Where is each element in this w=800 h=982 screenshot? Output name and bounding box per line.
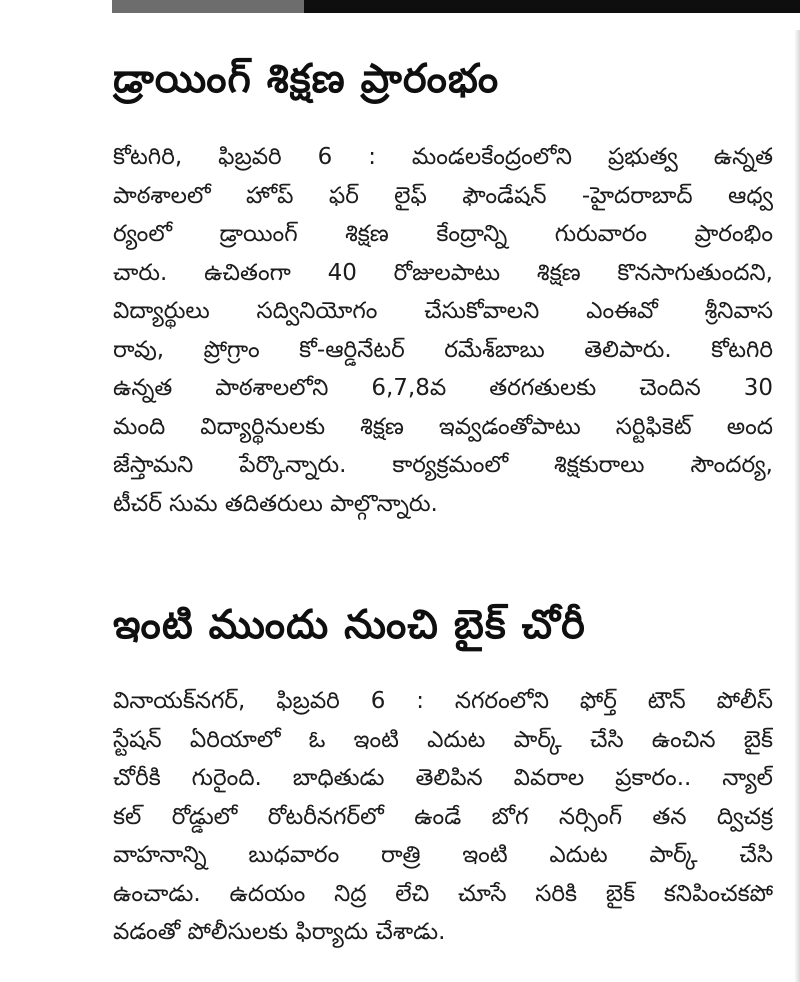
- news-column: [113, 14, 773, 982]
- article1-body: [113, 138, 773, 523]
- article1-line: ఉన్నత పాఠశాలలోని 6,7,8వ తరగతులకు చెందిన 30: [113, 375, 773, 401]
- page-edge-shadow: [794, 30, 800, 982]
- article2-headline: ఇంటి ముందు నుంచి బైక్ చోరీ: [113, 602, 586, 648]
- article1-line: జేస్తామని పేర్కొన్నారు. కార్యక్రమంలో శిక్షకురాలు సౌందర్య,: [113, 452, 773, 478]
- article1-line: మంది విద్యార్థినులకు శిక్షణ ఇవ్వడంతోపాటు సర్టిఫికెట్ అంద: [113, 413, 773, 440]
- article1-line: రావు, ప్రోగ్రాం కో-ఆర్డినేటర్ రమేశ్‌బాబు తెలిపారు. కోటగిరి: [113, 336, 773, 363]
- article1-line: టీచర్ సుమ తదితరులు పాల్గొన్నారు.: [113, 490, 438, 517]
- article2-line: ఉంచాడు. ఉదయం నిద్ర లేచి చూసే సరికి బైక్ కనిపించకపో: [113, 880, 773, 907]
- article1-headline: డ్రాయింగ్ శిక్షణ ప్రారంభం: [113, 56, 500, 102]
- top-rule-grey: [112, 0, 304, 13]
- article2-line: చోరీకి గురైంది. బాధితుడు తెలిపిన వివరాల ప్రకారం.. న్యాల్: [113, 765, 773, 791]
- page-left-margin: [0, 0, 100, 982]
- article1-line: కోటగిరి, ఫిబ్రవరి 6 : మండలకేంద్రంలోని ప్రభుత్వ ఉన్నత: [113, 144, 773, 170]
- article2-line: వినాయక్‌నగర్, ఫిబ్రవరి 6 : నగరంలోని ఫోర్త్ టౌన్ పోలీస్: [113, 688, 773, 714]
- article1-line: విద్యార్థులు సద్వినియోగం చేసుకోవాలని ఎంఈవో శ్రీనివాస: [113, 298, 773, 324]
- article2-body: [113, 682, 773, 952]
- article1-line: ర్యంలో డ్రాయింగ్ శిక్షణ కేంద్రాన్ని గురువారం ప్రారంభిం: [113, 221, 773, 247]
- article2-line: కల్ రోడ్డులో రోటరీనగర్‌లో ఉండే బోగ నర్సింగ్ తన ద్విచక్ర: [113, 803, 773, 830]
- top-rule-black: [304, 0, 800, 13]
- article2-line: వడంతో పోలీసులకు ఫిర్యాదు చేశాడు.: [113, 919, 446, 945]
- article1-line: చారు. ఉచితంగా 40 రోజులపాటు శిక్షణ కొనసాగుతుందని,: [113, 259, 773, 286]
- article2-line: వాహనాన్ని బుధవారం రాత్రి ఇంటి ఎదుట పార్క్ చేసి: [113, 842, 773, 868]
- article1-line: పాఠశాలలో హోప్ ఫర్ లైఫ్ ఫౌండేషన్ -హైదరాబాద్ ఆధ్వ: [113, 182, 773, 209]
- article2-line: స్టేషన్ ఏరియాలో ఓ ఇంటి ఎదుట పార్క్ చేసి ఉంచిన బైక్: [113, 726, 773, 753]
